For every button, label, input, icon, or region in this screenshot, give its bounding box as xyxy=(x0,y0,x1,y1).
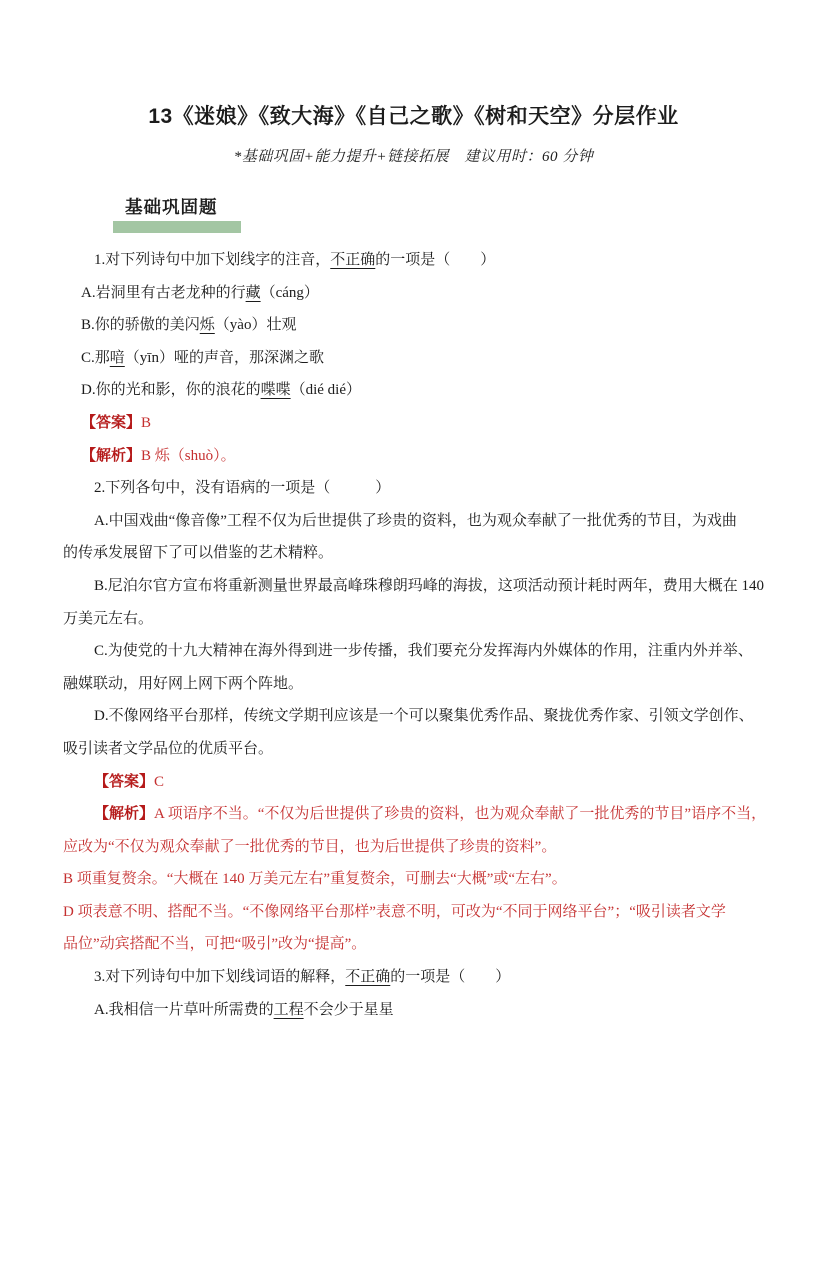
question-1-option-b-segment-1: 烁 xyxy=(199,317,215,334)
question-1-option-d xyxy=(63,374,771,407)
question-2-option-d-line-2 xyxy=(63,733,771,766)
question-2-option-c-line-1-segment-0: C.为使党的十九大精神在海外得到进一步传播，我们要充分发挥海内外媒体的作用，注重内外并举、 xyxy=(94,643,753,660)
question-2-option-a-line-1-segment-0: A.中国戏曲“像音像”工程不仅为后世提供了珍贵的资料，也为观众奉献了一批优秀的节目，为戏曲 xyxy=(94,512,737,529)
question-1-option-d-segment-0: D.你的光和影，你的浪花的 xyxy=(81,382,261,399)
question-1 xyxy=(63,244,771,472)
question-1-option-a xyxy=(63,277,771,310)
question-1-analysis-segment-0: 【解析】 xyxy=(81,447,142,464)
question-1-option-c-segment-0: C.那 xyxy=(81,349,110,366)
section-underline-bar xyxy=(113,221,241,233)
question-1-answer-segment-0: 【答案】 xyxy=(81,414,142,431)
question-1-option-a-segment-2: （cáng） xyxy=(260,284,319,301)
question-2-analysis-a-line-1-segment-1: A 项语序不当。“不仅为后世提供了珍贵的资料，也为观众奉献了一批优秀的节目”语序不当， xyxy=(154,806,767,823)
question-2-option-a-line-2-segment-0: 的传承发展留下了可以借鉴的艺术精粹。 xyxy=(63,545,334,562)
question-2-stem xyxy=(63,472,771,505)
question-2-option-c-line-2-segment-0: 融媒联动，用好网上网下两个阵地。 xyxy=(63,675,304,692)
question-3-stem-segment-0: 3.对下列诗句中加下划线词语的解释， xyxy=(94,969,346,986)
question-2-stem-segment-0: 2.下列各句中，没有语病的一项是（ ） xyxy=(94,480,391,497)
question-1-option-d-segment-1: 喋喋 xyxy=(260,382,291,399)
question-2-analysis-d-line-2 xyxy=(63,928,771,961)
question-1-option-a-segment-0: A.岩洞里有古老龙种的行 xyxy=(81,284,246,301)
question-3 xyxy=(63,961,771,1026)
question-3-option-a-segment-1: 工程 xyxy=(273,1001,304,1018)
question-2-analysis-d-line-1 xyxy=(63,896,771,929)
question-2-analysis-d-line-2-segment-0: 品位”动宾搭配不当，可把“吸引”改为“提高”。 xyxy=(63,936,367,953)
question-2-analysis-b-segment-0: B 项重复赘余。“大概在 140 万美元左右”重复赘余，可删去“大概”或“左右”。 xyxy=(63,871,567,888)
question-2-option-b-line-1-segment-0: B.尼泊尔官方宣布将重新测量世界最高峰珠穆朗玛峰的海拔，这项活动预计耗时两年，费用大概在 140 xyxy=(94,577,765,594)
question-2-analysis-a-line-1 xyxy=(63,798,771,831)
page-title: 13《迷娘》《致大海》《自己之歌》《树和天空》分层作业 xyxy=(148,105,679,128)
question-2-option-c-line-2 xyxy=(63,668,771,701)
question-2-analysis-a-line-2 xyxy=(63,831,771,864)
question-1-stem-segment-0: 1.对下列诗句中加下划线字的注音， xyxy=(94,252,331,268)
question-1-stem-segment-2: 的一项是（ ） xyxy=(375,252,496,268)
question-1-option-c-segment-2: （yīn）哑的声音，那深渊之歌 xyxy=(124,349,324,366)
question-1-option-b-segment-2: （yào）壮观 xyxy=(214,317,297,334)
section-label: 基础巩固题 xyxy=(125,197,218,217)
question-3-stem-segment-2: 的一项是（ ） xyxy=(390,969,511,986)
question-2-analysis-a-line-1-segment-0: 【解析】 xyxy=(94,806,155,823)
question-2 xyxy=(63,472,771,961)
question-1-option-a-segment-1: 藏 xyxy=(245,284,261,301)
worksheet-page xyxy=(0,100,827,1269)
question-2-option-c-line-1 xyxy=(63,635,771,668)
question-2-option-b-line-2-segment-0: 万美元左右。 xyxy=(63,610,154,627)
question-2-answer xyxy=(63,766,771,799)
page-subtitle: *基础巩固+能力提升+链接拓展 建议用时：60 分钟 xyxy=(233,149,594,165)
question-2-analysis-d-line-1-segment-0: D 项表意不明、搭配不当。“不像网络平台那样”表意不明，可改为“不同于网络平台”；“吸引读者文学 xyxy=(63,903,726,920)
question-3-stem-segment-1: 不正确 xyxy=(345,969,391,986)
question-1-option-d-segment-2: （dié dié） xyxy=(290,382,362,399)
question-1-option-c-segment-1: 喑 xyxy=(109,349,125,366)
question-2-option-a-line-1 xyxy=(63,505,771,538)
question-2-option-d-line-2-segment-0: 吸引读者文学品位的优质平台。 xyxy=(63,740,274,757)
question-3-option-a-segment-0: A.我相信一片草叶所需费的 xyxy=(94,1001,274,1018)
question-2-option-b-line-2 xyxy=(63,603,771,636)
question-2-option-a-line-2 xyxy=(63,537,771,570)
question-3-option-a xyxy=(63,994,771,1027)
question-1-stem xyxy=(63,244,771,277)
question-3-option-a-segment-2: 不会少于星星 xyxy=(303,1001,394,1018)
question-1-answer-segment-1: B xyxy=(141,414,152,431)
question-1-option-c xyxy=(63,342,771,375)
question-1-answer xyxy=(63,407,771,440)
question-1-analysis xyxy=(63,440,771,473)
question-2-analysis-a-line-2-segment-0: 应改为“不仅为观众奉献了一批优秀的节目，也为后世提供了珍贵的资料”。 xyxy=(63,838,557,855)
question-1-option-b xyxy=(63,309,771,342)
question-2-option-d-line-1-segment-0: D.不像网络平台那样，传统文学期刊应该是一个可以聚集优秀作品、聚拢优秀作家、引领文学创作、 xyxy=(94,708,754,725)
question-1-analysis-segment-1: B 烁（shuò）。 xyxy=(141,447,236,464)
section-header xyxy=(113,194,241,233)
question-3-stem xyxy=(63,961,771,994)
question-1-stem-segment-1: 不正确 xyxy=(330,252,376,268)
question-2-answer-segment-1: C xyxy=(154,773,165,790)
questions-content xyxy=(63,244,771,1026)
question-2-option-d-line-1 xyxy=(63,700,771,733)
question-2-analysis-b xyxy=(63,863,771,896)
question-2-option-b-line-1 xyxy=(63,570,771,603)
question-1-option-b-segment-0: B.你的骄傲的美闪 xyxy=(81,317,200,334)
question-2-answer-segment-0: 【答案】 xyxy=(94,773,155,790)
